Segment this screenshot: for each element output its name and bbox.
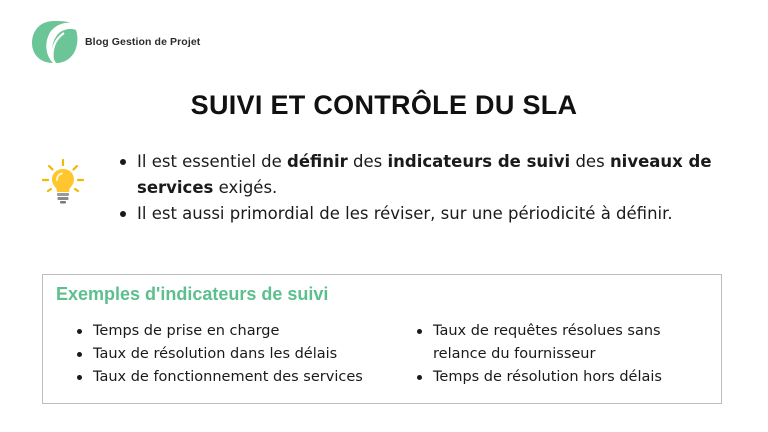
intro-item	[116, 201, 731, 227]
logo	[31, 19, 200, 65]
leaf-logo-icon	[31, 19, 79, 65]
intro-text: Il est aussi primordial de les réviser, sur une périodicité à définir.	[137, 204, 673, 223]
intro-text: des	[347, 152, 388, 171]
intro-text-bold: indicateurs de suivi	[387, 152, 571, 171]
intro-text: des	[570, 152, 610, 171]
examples-list-right	[415, 320, 705, 389]
examples-list-left	[75, 320, 405, 389]
intro-text: Il est essentiel de	[137, 152, 288, 171]
page-title: SUIVI ET CONTRÔLE DU SLA	[190, 90, 578, 120]
intro-list	[116, 149, 731, 227]
list-item: Temps de prise en charge	[75, 320, 405, 343]
list-item: Taux de fonctionnement des services	[75, 366, 405, 389]
examples-title: Exemples d'indicateurs de suivi	[56, 284, 329, 304]
intro-text: exigés.	[213, 178, 278, 197]
intro-text-bold: niveaux de services	[137, 152, 712, 197]
list-item: Temps de résolution hors délais	[415, 366, 705, 389]
logo-text: Blog Gestion de Projet	[85, 36, 201, 48]
intro-item	[116, 149, 731, 201]
lightbulb-icon	[40, 158, 86, 210]
examples-box	[42, 274, 722, 404]
intro-text-bold: définir	[287, 152, 348, 171]
list-item: Taux de requêtes résolues sans relance du fournisseur	[415, 320, 705, 366]
list-item: Taux de résolution dans les délais	[75, 343, 405, 366]
